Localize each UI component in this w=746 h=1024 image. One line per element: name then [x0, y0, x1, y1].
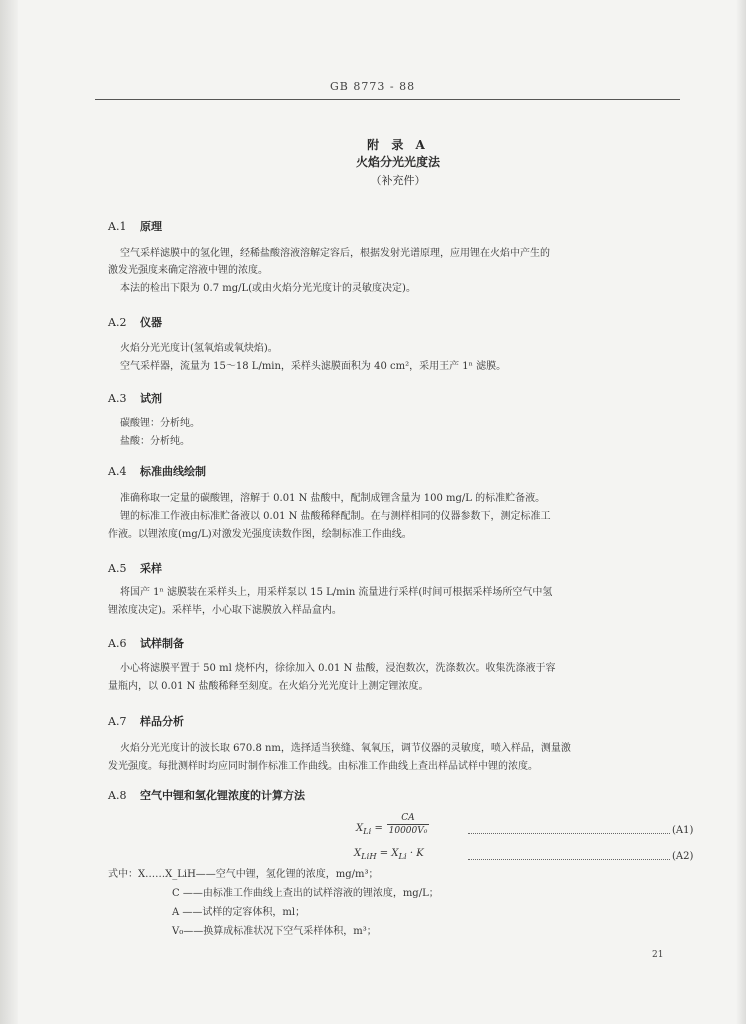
formula-a1-fraction [387, 813, 429, 836]
paragraph: 火焰分光光度计(氢氧焰或氧炔焰)。 [120, 343, 278, 354]
formula-a1-lhs: $X_{Li}$ = [356, 823, 383, 836]
section-title: 采样 [140, 562, 162, 575]
section-title: 试样制备 [140, 637, 184, 650]
paragraph: 小心将滤膜平置于 50 ml 烧杯内，徐徐加入 0.01 N 盐酸，浸泡数次，洗涤数次。收集洗涤液于容 [120, 663, 556, 674]
formula-legend-line: C ——由标准工作曲线上查出的试样溶液的锂浓度，mg/L； [172, 888, 439, 899]
section-a1-heading [108, 218, 162, 234]
paragraph: 激发光强度来确定溶液中锂的浓度。 [108, 265, 268, 276]
section-number: A.6 [108, 637, 127, 650]
formula-legend-line: A ——试样的定容体积，ml； [172, 907, 306, 918]
paragraph: 盐酸：分析纯。 [120, 436, 190, 447]
section-title: 仪器 [140, 316, 162, 329]
paragraph: 将国产 1ⁿ 滤膜装在采样头上，用采样泵以 15 L/min 流量进行采样(时间可根据采样场所空气中氢 [120, 587, 553, 598]
paragraph: 锂的标准工作液由标准贮备液以 0.01 N 盐酸稀释配制。在与测样相同的仪器参数下，测定标准工 [120, 511, 551, 522]
section-number: A.1 [108, 220, 127, 233]
section-a4-heading [108, 463, 206, 479]
paragraph: 碳酸锂：分析纯。 [120, 418, 200, 429]
section-a3-heading [108, 390, 162, 406]
section-title: 试剂 [140, 392, 162, 405]
section-number: A.2 [108, 316, 127, 329]
paragraph: 火焰分光光度计的波长取 670.8 nm，选择适当狭缝、氧氧压，调节仪器的灵敏度，喷入样品，测量激 [120, 743, 571, 754]
paragraph: 准确称取一定量的碳酸锂，溶解于 0.01 N 盐酸中，配制成锂含量为 100 mg/L 的标准贮备液。 [120, 493, 546, 504]
section-title: 空气中锂和氢化锂浓度的计算方法 [140, 789, 305, 802]
paragraph: 发光强度。每批测样时均应同时制作标准工作曲线。由标准工作曲线上查出样品试样中锂的浓度。 [108, 761, 538, 772]
header-rule [95, 99, 680, 100]
section-title: 样品分析 [140, 715, 184, 728]
paragraph: 锂浓度决定)。采样毕，小心取下滤膜放入样品盒内。 [108, 605, 342, 616]
section-number: A.5 [108, 562, 127, 575]
section-a5-heading [108, 560, 162, 576]
formula-legend-line: 式中：X……X_LiH——空气中锂，氢化锂的浓度，mg/m³； [108, 869, 379, 880]
equation-number-a1: (A1) [672, 825, 694, 836]
page-number: 21 [652, 950, 664, 960]
formula-legend-line: V₀——换算成标准状况下空气采样体积，m³； [172, 926, 377, 937]
fraction-numerator: CA [401, 813, 415, 823]
dot-leader [468, 859, 670, 860]
standard-code: GB 8773 - 88 [330, 80, 416, 93]
section-a2-heading [108, 314, 162, 330]
fraction-denominator: 10000V₀ [388, 826, 428, 836]
section-a7-heading [108, 713, 184, 729]
section-number: A.4 [108, 465, 127, 478]
section-number: A.8 [108, 789, 127, 802]
formula-a2: $X_{LiH} = X_{Li} \cdot K$ [354, 848, 424, 861]
section-title: 原理 [140, 220, 162, 233]
section-a6-heading [108, 635, 184, 651]
section-number: A.3 [108, 392, 127, 405]
paragraph: 作液。以锂浓度(mg/L)对激发光强度读数作图，绘制标准工作曲线。 [108, 529, 412, 540]
paragraph: 量瓶内，以 0.01 N 盐酸稀释至刻度。在火焰分光光度计上测定锂浓度。 [108, 681, 429, 692]
paragraph: 空气采样滤膜中的氢化锂，经稀盐酸溶液溶解定容后，根据发射光谱原理，应用锂在火焰中产生的 [120, 248, 550, 259]
appendix-label: 附 录 A [367, 138, 429, 152]
dot-leader [468, 833, 670, 834]
appendix-title: 火焰分光光度法 [355, 155, 440, 169]
equation-number-a2: (A2) [672, 851, 694, 862]
appendix-subtitle: （补充件） [370, 174, 426, 187]
section-number: A.7 [108, 715, 127, 728]
section-title: 标准曲线绘制 [140, 465, 206, 478]
paragraph: 本法的检出下限为 0.7 mg/L(或由火焰分光光度计的灵敏度决定)。 [120, 283, 416, 294]
paragraph: 空气采样器，流量为 15～18 L/min，采样头滤膜面积为 40 cm²，采用王产 1ⁿ 滤膜。 [120, 361, 507, 372]
section-a8-heading [108, 787, 305, 803]
